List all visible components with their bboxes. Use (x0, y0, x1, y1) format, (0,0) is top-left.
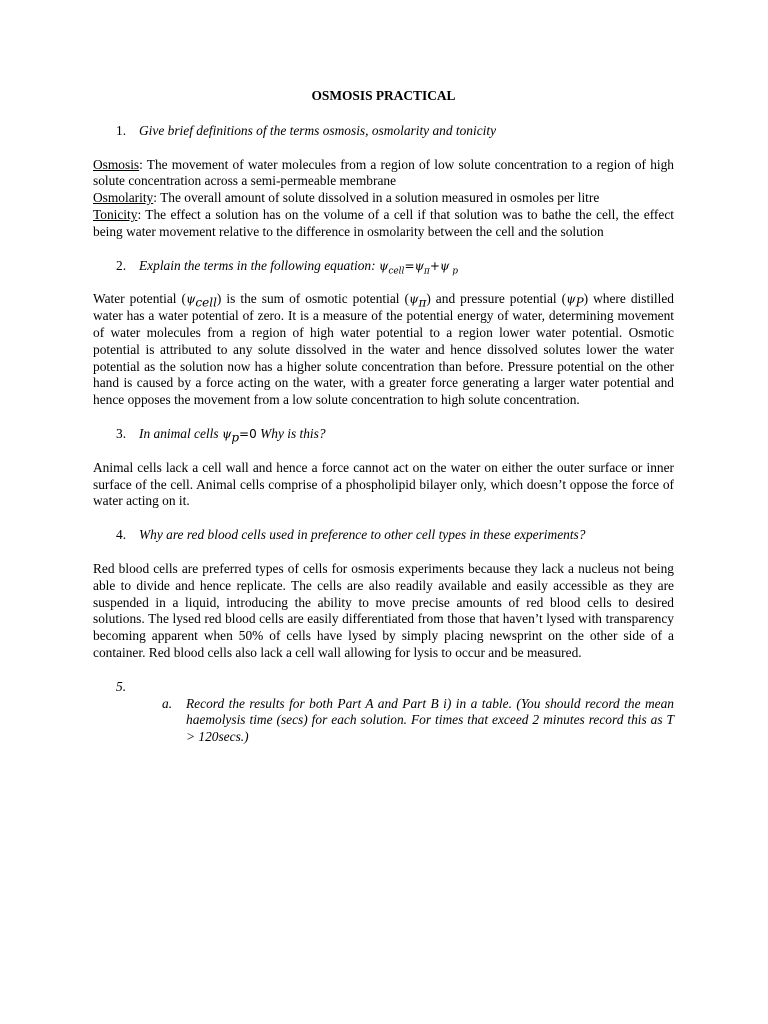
definition-term: Osmosis (93, 156, 140, 172)
question-number: 1. (116, 122, 127, 138)
psi-symbol: ψ (566, 292, 576, 307)
definition-osmolarity (93, 190, 674, 207)
answer-2 (93, 291, 674, 409)
subscript-p: p (449, 265, 458, 276)
equals-zero: =0 (239, 426, 257, 441)
answer-paragraph: Red blood cells are preferred types of cells for osmosis experiments because they lack a nucleus not being able to divide and hence replicate. The cells are also readily available and easily accessible as they are suspended in a liquid, introducing the ability to move precise amounts of red blood cells to desired solutions. The lysed red blood cells are easily differentiated from those that haven’t lysed with transparency becoming apparent when 50% of cells have lysed by simply placing newsprint on the other side of a container. Red blood cells also lack a cell wall allowing for lysis to occur and be measured. (93, 560, 674, 660)
subscript-p: P (575, 296, 584, 311)
question-text: Give brief definitions of the terms osmosis, osmolarity and tonicity (139, 122, 497, 138)
list-item (162, 696, 674, 746)
question-number: 4. (116, 527, 127, 543)
subscript-cell: cell (388, 265, 405, 276)
subscript-pi: π (423, 265, 430, 276)
definition-tonicity (93, 207, 674, 241)
question-text: Explain the terms in the following equation: (139, 257, 379, 273)
definition-term: Osmolarity (93, 190, 154, 206)
document-body (93, 88, 674, 746)
question-text: Why is this? (256, 425, 326, 441)
psi-symbol: ψ (414, 258, 424, 273)
question-text: Why are red blood cells used in preference to other cell types in these experiments? (139, 527, 586, 543)
question-2 (93, 258, 674, 275)
question-number: 5. (116, 678, 127, 694)
psi-symbol: ψ (378, 258, 389, 273)
question-5 (93, 679, 674, 696)
psi-symbol: ψ (439, 258, 450, 273)
psi-symbol: ψ (409, 292, 419, 307)
psi-symbol: ψ (186, 292, 196, 307)
answer-text: ) and pressure potential ( (426, 291, 567, 307)
answer-paragraph: Animal cells lack a cell wall and hence a force cannot act on the water on either the outer surface or inner surface of the cell. Animal cells comprise of a phospholipid bilayer only, which doesn’t oppose the force of water acting on it. (93, 459, 674, 509)
answer-text: ) where distilled water has a water potential of zero. It is a measure of the potential energy of water, determining movement of water molecules from a region of high water potential to a region lower water potential. Osmotic potential is attributed to any solute dissolved in the water and hence dissolved solutes lower the water potential as the solution now has a higher solute concentration than before. Pressure potential on the other hand is caused by a force acting on the water, with a greater force generating a larger water potential and hence opposes the movement from a low solute concentration to high solute concentration. (93, 291, 674, 408)
subscript-pi: π (418, 296, 427, 311)
subscript-cell: cell (195, 296, 217, 311)
equation (378, 258, 458, 276)
definition-text: : The overall amount of solute dissolved in a solution measured in osmoles per litre (153, 190, 600, 206)
question-number: 3. (116, 425, 127, 441)
answer-3 (93, 460, 674, 510)
answer-paragraph (93, 291, 674, 409)
question-number: 2. (116, 257, 127, 273)
answer-text: ) is the sum of osmotic potential ( (216, 291, 410, 307)
answer-text: Water potential ( (93, 291, 186, 307)
equals-sign: = (404, 258, 415, 273)
definition-text: : The effect a solution has on the volume of a cell if that solution was to bathe the cell, the effect being water movement relative to the difference in osmolarity between the cell and the solution (93, 206, 674, 239)
definition-term: Tonicity (93, 206, 138, 222)
document-title: OSMOSIS PRACTICAL (311, 88, 456, 103)
question-text: In animal cells (139, 425, 222, 441)
question-1 (93, 123, 674, 140)
plus-sign: + (429, 258, 440, 273)
sub-item-text: Record the results for both Part A and Part B i) in a table. (You should record the mean haemolysis time (secs) for each solution. For times that exceed 2 minutes record this as T > 120secs.) (186, 695, 674, 745)
answer-4 (93, 561, 674, 662)
subscript-p: p (231, 430, 240, 445)
definition-osmosis (93, 157, 674, 191)
definition-text: : The movement of water molecules from a region of low solute concentration to a region of high solute concentration across a semi-permeable membrane (93, 156, 674, 189)
answer-1 (93, 157, 674, 241)
question-3 (93, 426, 674, 443)
question-4 (93, 527, 674, 544)
question-5-sublist (93, 696, 674, 746)
sub-item-label: a. (162, 695, 173, 711)
psi-symbol: ψ (221, 426, 232, 441)
